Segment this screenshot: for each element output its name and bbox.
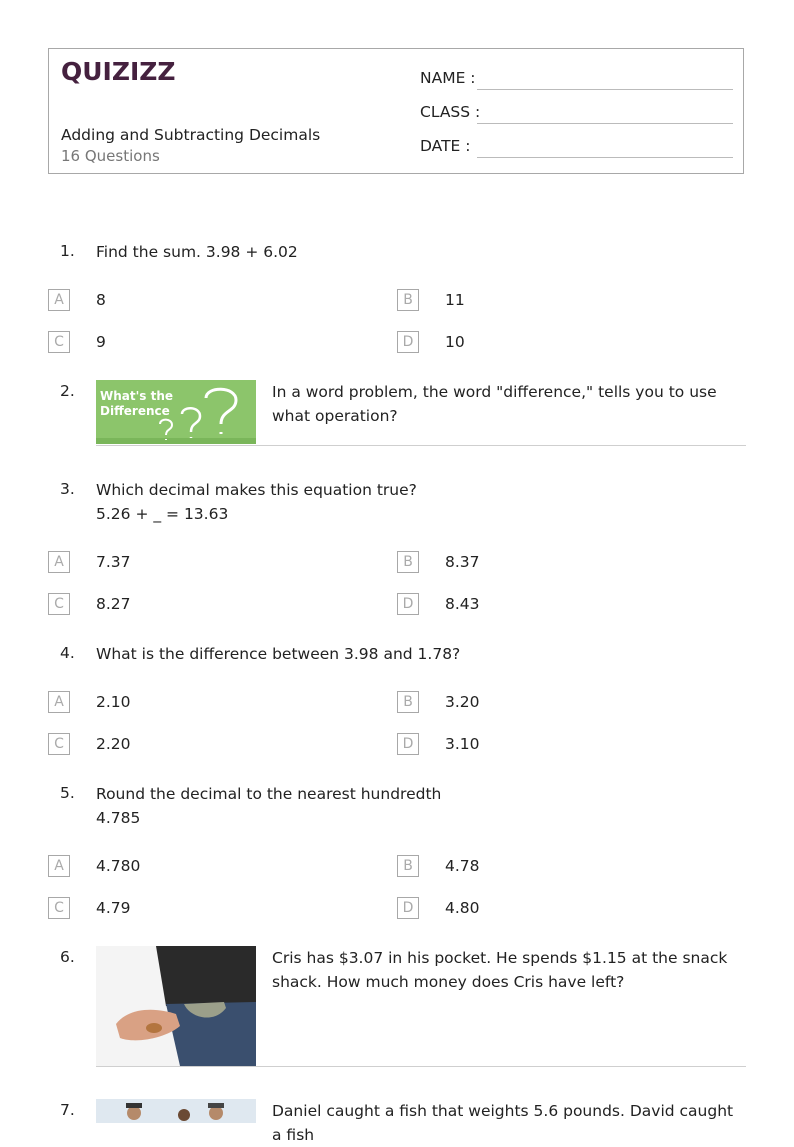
option-a-box[interactable]: A <box>48 855 70 877</box>
fishermen-image <box>96 1099 256 1123</box>
option-b-box[interactable]: B <box>397 691 419 713</box>
quizizz-logo: QUIZIZZ <box>61 57 176 86</box>
question-text: Find the sum. 3.98 + 6.02 <box>96 243 298 261</box>
empty-pocket-image <box>96 946 256 1066</box>
option-a-box[interactable]: A <box>48 551 70 573</box>
option-d-value: 3.10 <box>445 735 480 753</box>
question-number: 3. <box>60 480 75 498</box>
question-text: Cris has $3.07 in his pocket. He spends $1.15 at the snack shack. How much money does Cris have left? <box>272 949 728 991</box>
divider <box>96 1066 746 1067</box>
class-label: CLASS : <box>420 103 481 121</box>
question-number: 5. <box>60 784 75 802</box>
option-b-box[interactable]: B <box>397 855 419 877</box>
date-label: DATE : <box>420 137 471 155</box>
option-c-box[interactable]: C <box>48 331 70 353</box>
option-b-box[interactable]: B <box>397 551 419 573</box>
question-number: 7. <box>60 1101 75 1119</box>
question-number: 2. <box>60 382 75 400</box>
question-text: Which decimal makes this equation true? 5.26 + _ = 13.63 <box>96 481 417 523</box>
option-c-value: 9 <box>96 333 106 351</box>
question-number: 6. <box>60 948 75 966</box>
option-a-value: 4.780 <box>96 857 141 875</box>
option-b-value: 4.78 <box>445 857 480 875</box>
option-b-box[interactable]: B <box>397 289 419 311</box>
image-text-line2: Difference <box>100 404 170 418</box>
image-text-line1: What's the <box>100 389 174 403</box>
question-number: 4. <box>60 644 75 662</box>
worksheet-header <box>48 48 744 174</box>
option-d-value: 4.80 <box>445 899 480 917</box>
option-d-box[interactable]: D <box>397 897 419 919</box>
worksheet-title: Adding and Subtracting Decimals <box>61 126 321 144</box>
divider <box>96 445 746 446</box>
option-c-value: 2.20 <box>96 735 131 753</box>
question-marks-icon <box>96 380 256 444</box>
option-c-value: 4.79 <box>96 899 131 917</box>
option-a-box[interactable]: A <box>48 289 70 311</box>
option-b-value: 3.20 <box>445 693 480 711</box>
question-text: In a word problem, the word "difference," tells you to use what operation? <box>272 383 717 425</box>
option-c-box[interactable]: C <box>48 733 70 755</box>
option-b-value: 8.37 <box>445 553 480 571</box>
option-a-value: 8 <box>96 291 106 309</box>
difference-image <box>96 380 256 444</box>
option-a-value: 2.10 <box>96 693 131 711</box>
option-d-box[interactable]: D <box>397 593 419 615</box>
class-line[interactable] <box>477 123 733 124</box>
option-a-box[interactable]: A <box>48 691 70 713</box>
option-c-value: 8.27 <box>96 595 131 613</box>
name-label: NAME : <box>420 69 476 87</box>
question-number: 1. <box>60 242 75 260</box>
question-text: Round the decimal to the nearest hundredth 4.785 <box>96 785 442 827</box>
question-text: Daniel caught a fish that weights 5.6 pounds. David caught a fish <box>272 1102 734 1144</box>
question-text: What is the difference between 3.98 and 1.78? <box>96 645 461 663</box>
name-line[interactable] <box>477 89 733 90</box>
option-d-box[interactable]: D <box>397 331 419 353</box>
option-a-value: 7.37 <box>96 553 131 571</box>
option-d-box[interactable]: D <box>397 733 419 755</box>
option-c-box[interactable]: C <box>48 593 70 615</box>
option-b-value: 11 <box>445 291 465 309</box>
fishermen-photo-icon <box>96 1099 256 1123</box>
date-line[interactable] <box>477 157 733 158</box>
empty-pocket-photo-icon <box>96 946 256 1066</box>
option-d-value: 8.43 <box>445 595 480 613</box>
option-c-box[interactable]: C <box>48 897 70 919</box>
question-count: 16 Questions <box>61 147 160 165</box>
option-d-value: 10 <box>445 333 465 351</box>
